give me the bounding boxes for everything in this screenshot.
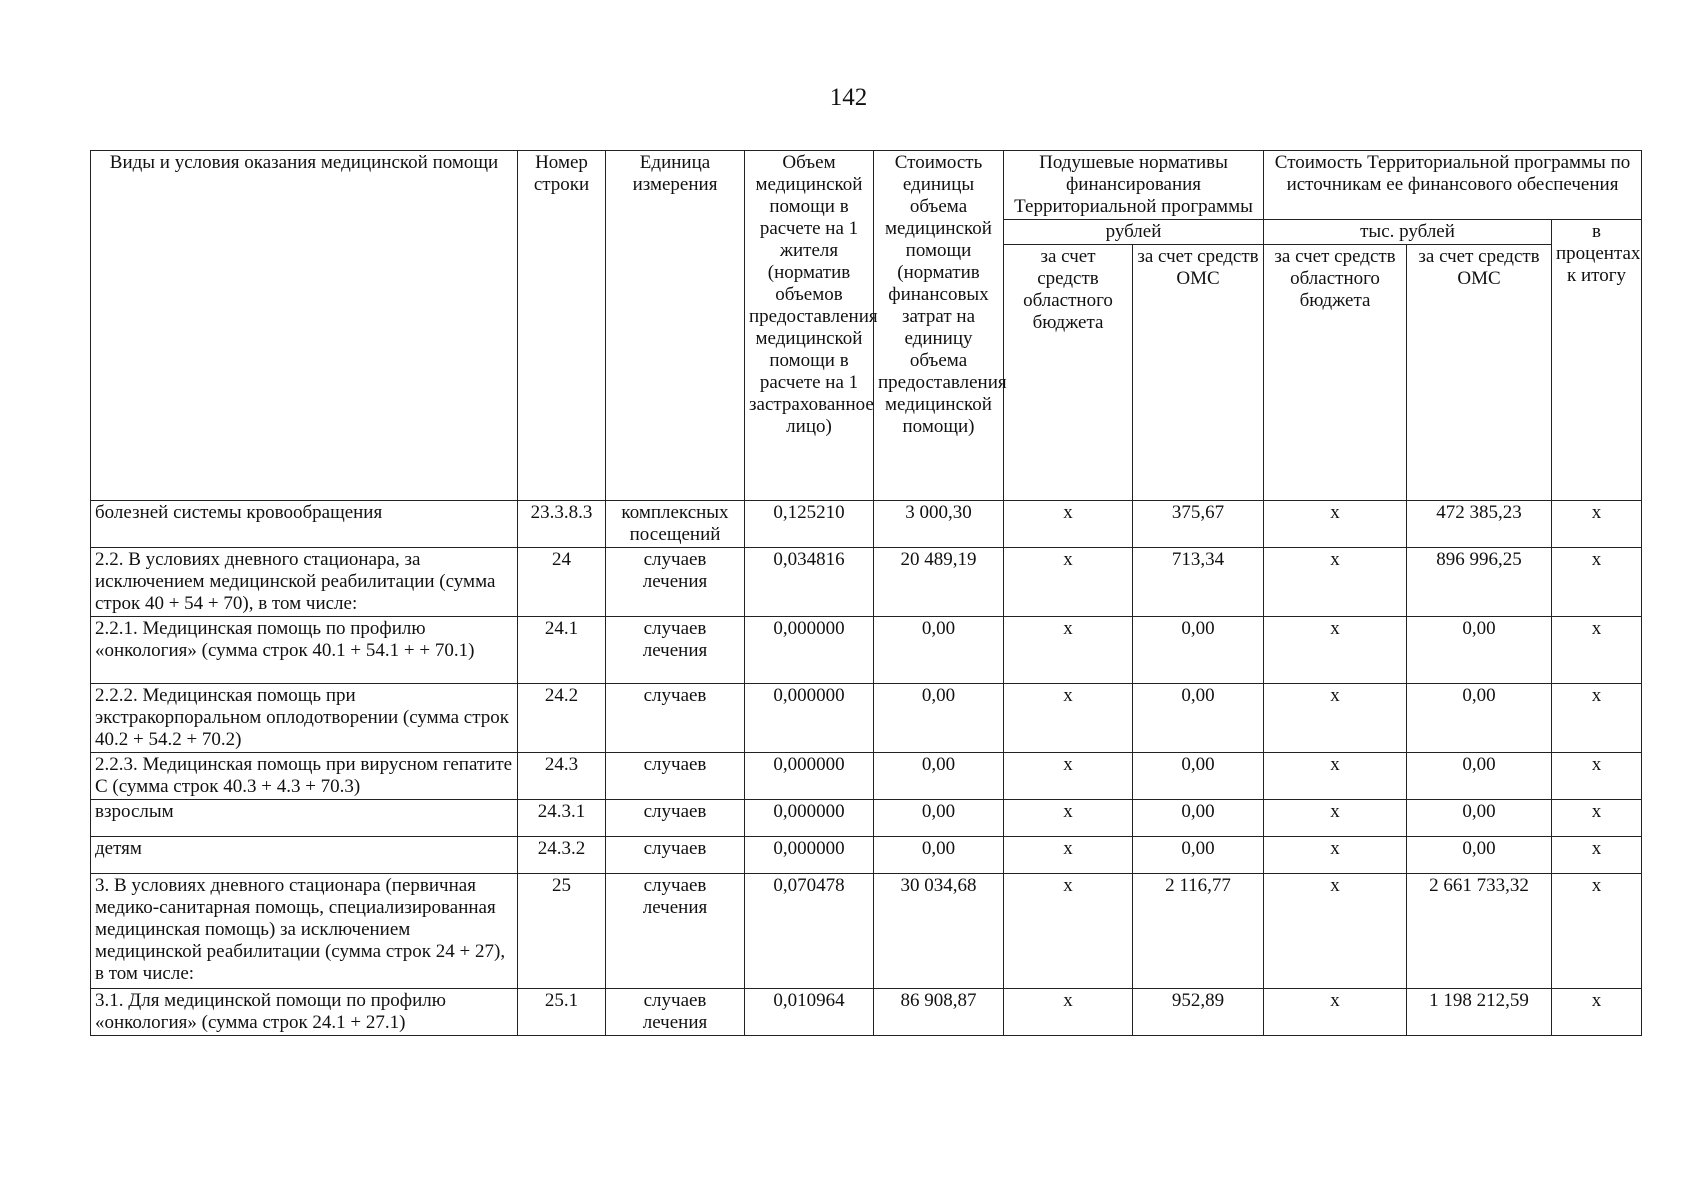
row-program-budget-cell: х bbox=[1264, 548, 1407, 617]
row-norm-oms-cell: 0,00 bbox=[1133, 617, 1264, 684]
table-row bbox=[91, 501, 1642, 548]
row-name-cell: 3.1. Для медицинской помощи по профилю «онкология» (сумма строк 24.1 + 27.1) bbox=[91, 989, 518, 1036]
row-unit-cell: комплексных посещений bbox=[606, 501, 745, 548]
row-unit-cell: случаев bbox=[606, 800, 745, 837]
row-line-number-cell: 24.3.2 bbox=[518, 837, 606, 874]
header-unit-thousand-rubles: тыс. рублей bbox=[1264, 220, 1552, 245]
header-type: Виды и условия оказания медицинской помощи bbox=[91, 151, 518, 501]
row-percent-cell: х bbox=[1552, 548, 1642, 617]
row-volume-cell: 0,000000 bbox=[745, 837, 874, 874]
row-cost-cell: 20 489,19 bbox=[874, 548, 1004, 617]
row-program-budget-cell: х bbox=[1264, 501, 1407, 548]
row-cost-cell: 30 034,68 bbox=[874, 874, 1004, 989]
table-row bbox=[91, 753, 1642, 800]
row-cost-cell: 0,00 bbox=[874, 753, 1004, 800]
row-unit-cell: случаев лечения bbox=[606, 617, 745, 684]
row-norm-budget-cell: х bbox=[1004, 837, 1133, 874]
row-norm-budget-cell: х bbox=[1004, 684, 1133, 753]
row-percent-cell: х bbox=[1552, 800, 1642, 837]
row-volume-cell: 0,034816 bbox=[745, 548, 874, 617]
row-unit-cell: случаев лечения bbox=[606, 989, 745, 1036]
row-line-number-cell: 24.2 bbox=[518, 684, 606, 753]
row-program-oms-cell: 1 198 212,59 bbox=[1407, 989, 1552, 1036]
header-program-oms: за счет средств ОМС bbox=[1407, 245, 1552, 501]
row-norm-budget-cell: х bbox=[1004, 617, 1133, 684]
page-number: 142 bbox=[829, 84, 868, 111]
row-cost-cell: 0,00 bbox=[874, 617, 1004, 684]
header-program-regional-budget: за счет средств областного бюджета bbox=[1264, 245, 1407, 501]
header-line-number: Номер строки bbox=[518, 151, 606, 501]
row-volume-cell: 0,000000 bbox=[745, 800, 874, 837]
row-program-oms-cell: 0,00 bbox=[1407, 617, 1552, 684]
row-norm-budget-cell: х bbox=[1004, 753, 1133, 800]
row-name-cell: 2.2. В условиях дневного стационара, за исключением медицинской реабилитации (сумма строк 40 + 54 + 70), в том числе: bbox=[91, 548, 518, 617]
row-percent-cell: х bbox=[1552, 684, 1642, 753]
header-unit: Единица измерения bbox=[606, 151, 745, 501]
row-volume-cell: 0,125210 bbox=[745, 501, 874, 548]
row-name-cell: 2.2.1. Медицинская помощь по профилю «онкология» (сумма строк 40.1 + 54.1 + + 70.1) bbox=[91, 617, 518, 684]
row-program-oms-cell: 0,00 bbox=[1407, 800, 1552, 837]
row-cost-cell: 0,00 bbox=[874, 684, 1004, 753]
row-program-budget-cell: х bbox=[1264, 800, 1407, 837]
row-norm-oms-cell: 2 116,77 bbox=[1133, 874, 1264, 989]
row-norm-budget-cell: х bbox=[1004, 501, 1133, 548]
table-row bbox=[91, 989, 1642, 1036]
header-norm-regional-budget: за счет средств областного бюджета bbox=[1004, 245, 1133, 501]
table-body bbox=[91, 501, 1642, 1036]
row-program-oms-cell: 0,00 bbox=[1407, 837, 1552, 874]
row-name-cell: 3. В условиях дневного стационара (первичная медико-санитарная помощь, специализированная медицинская помощь) за исключением медицинской реабилитации (сумма строк 24 + 27), в том числе: bbox=[91, 874, 518, 989]
row-program-oms-cell: 0,00 bbox=[1407, 753, 1552, 800]
row-program-budget-cell: х bbox=[1264, 837, 1407, 874]
header-percent: в процентах к итогу bbox=[1552, 220, 1642, 501]
row-cost-cell: 86 908,87 bbox=[874, 989, 1004, 1036]
row-cost-cell: 0,00 bbox=[874, 837, 1004, 874]
row-percent-cell: х bbox=[1552, 753, 1642, 800]
table-row bbox=[91, 617, 1642, 684]
row-volume-cell: 0,000000 bbox=[745, 617, 874, 684]
row-name-cell: 2.2.3. Медицинская помощь при вирусном гепатите С (сумма строк 40.3 + 4.3 + 70.3) bbox=[91, 753, 518, 800]
row-norm-oms-cell: 952,89 bbox=[1133, 989, 1264, 1036]
header-cost: Стоимость единицы объема медицинской помощи (норматив финансовых затрат на единицу объема предоставления медицинской помощи) bbox=[874, 151, 1004, 501]
row-line-number-cell: 25 bbox=[518, 874, 606, 989]
row-norm-budget-cell: х bbox=[1004, 989, 1133, 1036]
row-norm-oms-cell: 0,00 bbox=[1133, 800, 1264, 837]
header-norm-oms: за счет средств ОМС bbox=[1133, 245, 1264, 501]
row-program-budget-cell: х bbox=[1264, 753, 1407, 800]
header-group-norms: Подушевые нормативы финансирования Территориальной программы bbox=[1004, 151, 1264, 220]
row-program-budget-cell: х bbox=[1264, 989, 1407, 1036]
table-header bbox=[91, 151, 1642, 501]
header-volume: Объем медицинской помощи в расчете на 1 жителя (норматив объемов предоставления медицинской помощи в расчете на 1 застрахованное лицо) bbox=[745, 151, 874, 501]
row-program-oms-cell: 472 385,23 bbox=[1407, 501, 1552, 548]
row-norm-oms-cell: 713,34 bbox=[1133, 548, 1264, 617]
row-volume-cell: 0,010964 bbox=[745, 989, 874, 1036]
table-row bbox=[91, 837, 1642, 874]
row-percent-cell: х bbox=[1552, 874, 1642, 989]
table-row bbox=[91, 548, 1642, 617]
row-norm-oms-cell: 0,00 bbox=[1133, 837, 1264, 874]
row-line-number-cell: 24.3 bbox=[518, 753, 606, 800]
row-program-oms-cell: 2 661 733,32 bbox=[1407, 874, 1552, 989]
table-row bbox=[91, 874, 1642, 989]
row-volume-cell: 0,070478 bbox=[745, 874, 874, 989]
row-name-cell: детям bbox=[91, 837, 518, 874]
table-row bbox=[91, 684, 1642, 753]
row-percent-cell: х bbox=[1552, 501, 1642, 548]
row-line-number-cell: 24.1 bbox=[518, 617, 606, 684]
row-line-number-cell: 24.3.1 bbox=[518, 800, 606, 837]
row-unit-cell: случаев bbox=[606, 684, 745, 753]
row-norm-oms-cell: 0,00 bbox=[1133, 753, 1264, 800]
row-program-budget-cell: х bbox=[1264, 874, 1407, 989]
row-line-number-cell: 24 bbox=[518, 548, 606, 617]
row-percent-cell: х bbox=[1552, 617, 1642, 684]
row-norm-budget-cell: х bbox=[1004, 548, 1133, 617]
row-program-budget-cell: х bbox=[1264, 684, 1407, 753]
row-percent-cell: х bbox=[1552, 837, 1642, 874]
row-program-budget-cell: х bbox=[1264, 617, 1407, 684]
row-norm-oms-cell: 0,00 bbox=[1133, 684, 1264, 753]
row-unit-cell: случаев лечения bbox=[606, 874, 745, 989]
row-volume-cell: 0,000000 bbox=[745, 684, 874, 753]
row-percent-cell: х bbox=[1552, 989, 1642, 1036]
row-cost-cell: 3 000,30 bbox=[874, 501, 1004, 548]
financing-table bbox=[90, 150, 1642, 1036]
row-unit-cell: случаев bbox=[606, 753, 745, 800]
row-name-cell: болезней системы кровообращения bbox=[91, 501, 518, 548]
row-name-cell: 2.2.2. Медицинская помощь при экстракорпоральном оплодотворении (сумма строк 40.2 + 54.2 + 70.2) bbox=[91, 684, 518, 753]
row-line-number-cell: 23.3.8.3 bbox=[518, 501, 606, 548]
row-norm-oms-cell: 375,67 bbox=[1133, 501, 1264, 548]
row-norm-budget-cell: х bbox=[1004, 800, 1133, 837]
row-norm-budget-cell: х bbox=[1004, 874, 1133, 989]
table-row bbox=[91, 800, 1642, 837]
header-group-program: Стоимость Территориальной программы по источникам ее финансового обеспечения bbox=[1264, 151, 1642, 220]
row-program-oms-cell: 896 996,25 bbox=[1407, 548, 1552, 617]
header-unit-rubles: рублей bbox=[1004, 220, 1264, 245]
row-volume-cell: 0,000000 bbox=[745, 753, 874, 800]
row-name-cell: взрослым bbox=[91, 800, 518, 837]
row-line-number-cell: 25.1 bbox=[518, 989, 606, 1036]
row-unit-cell: случаев bbox=[606, 837, 745, 874]
row-cost-cell: 0,00 bbox=[874, 800, 1004, 837]
row-unit-cell: случаев лечения bbox=[606, 548, 745, 617]
row-program-oms-cell: 0,00 bbox=[1407, 684, 1552, 753]
